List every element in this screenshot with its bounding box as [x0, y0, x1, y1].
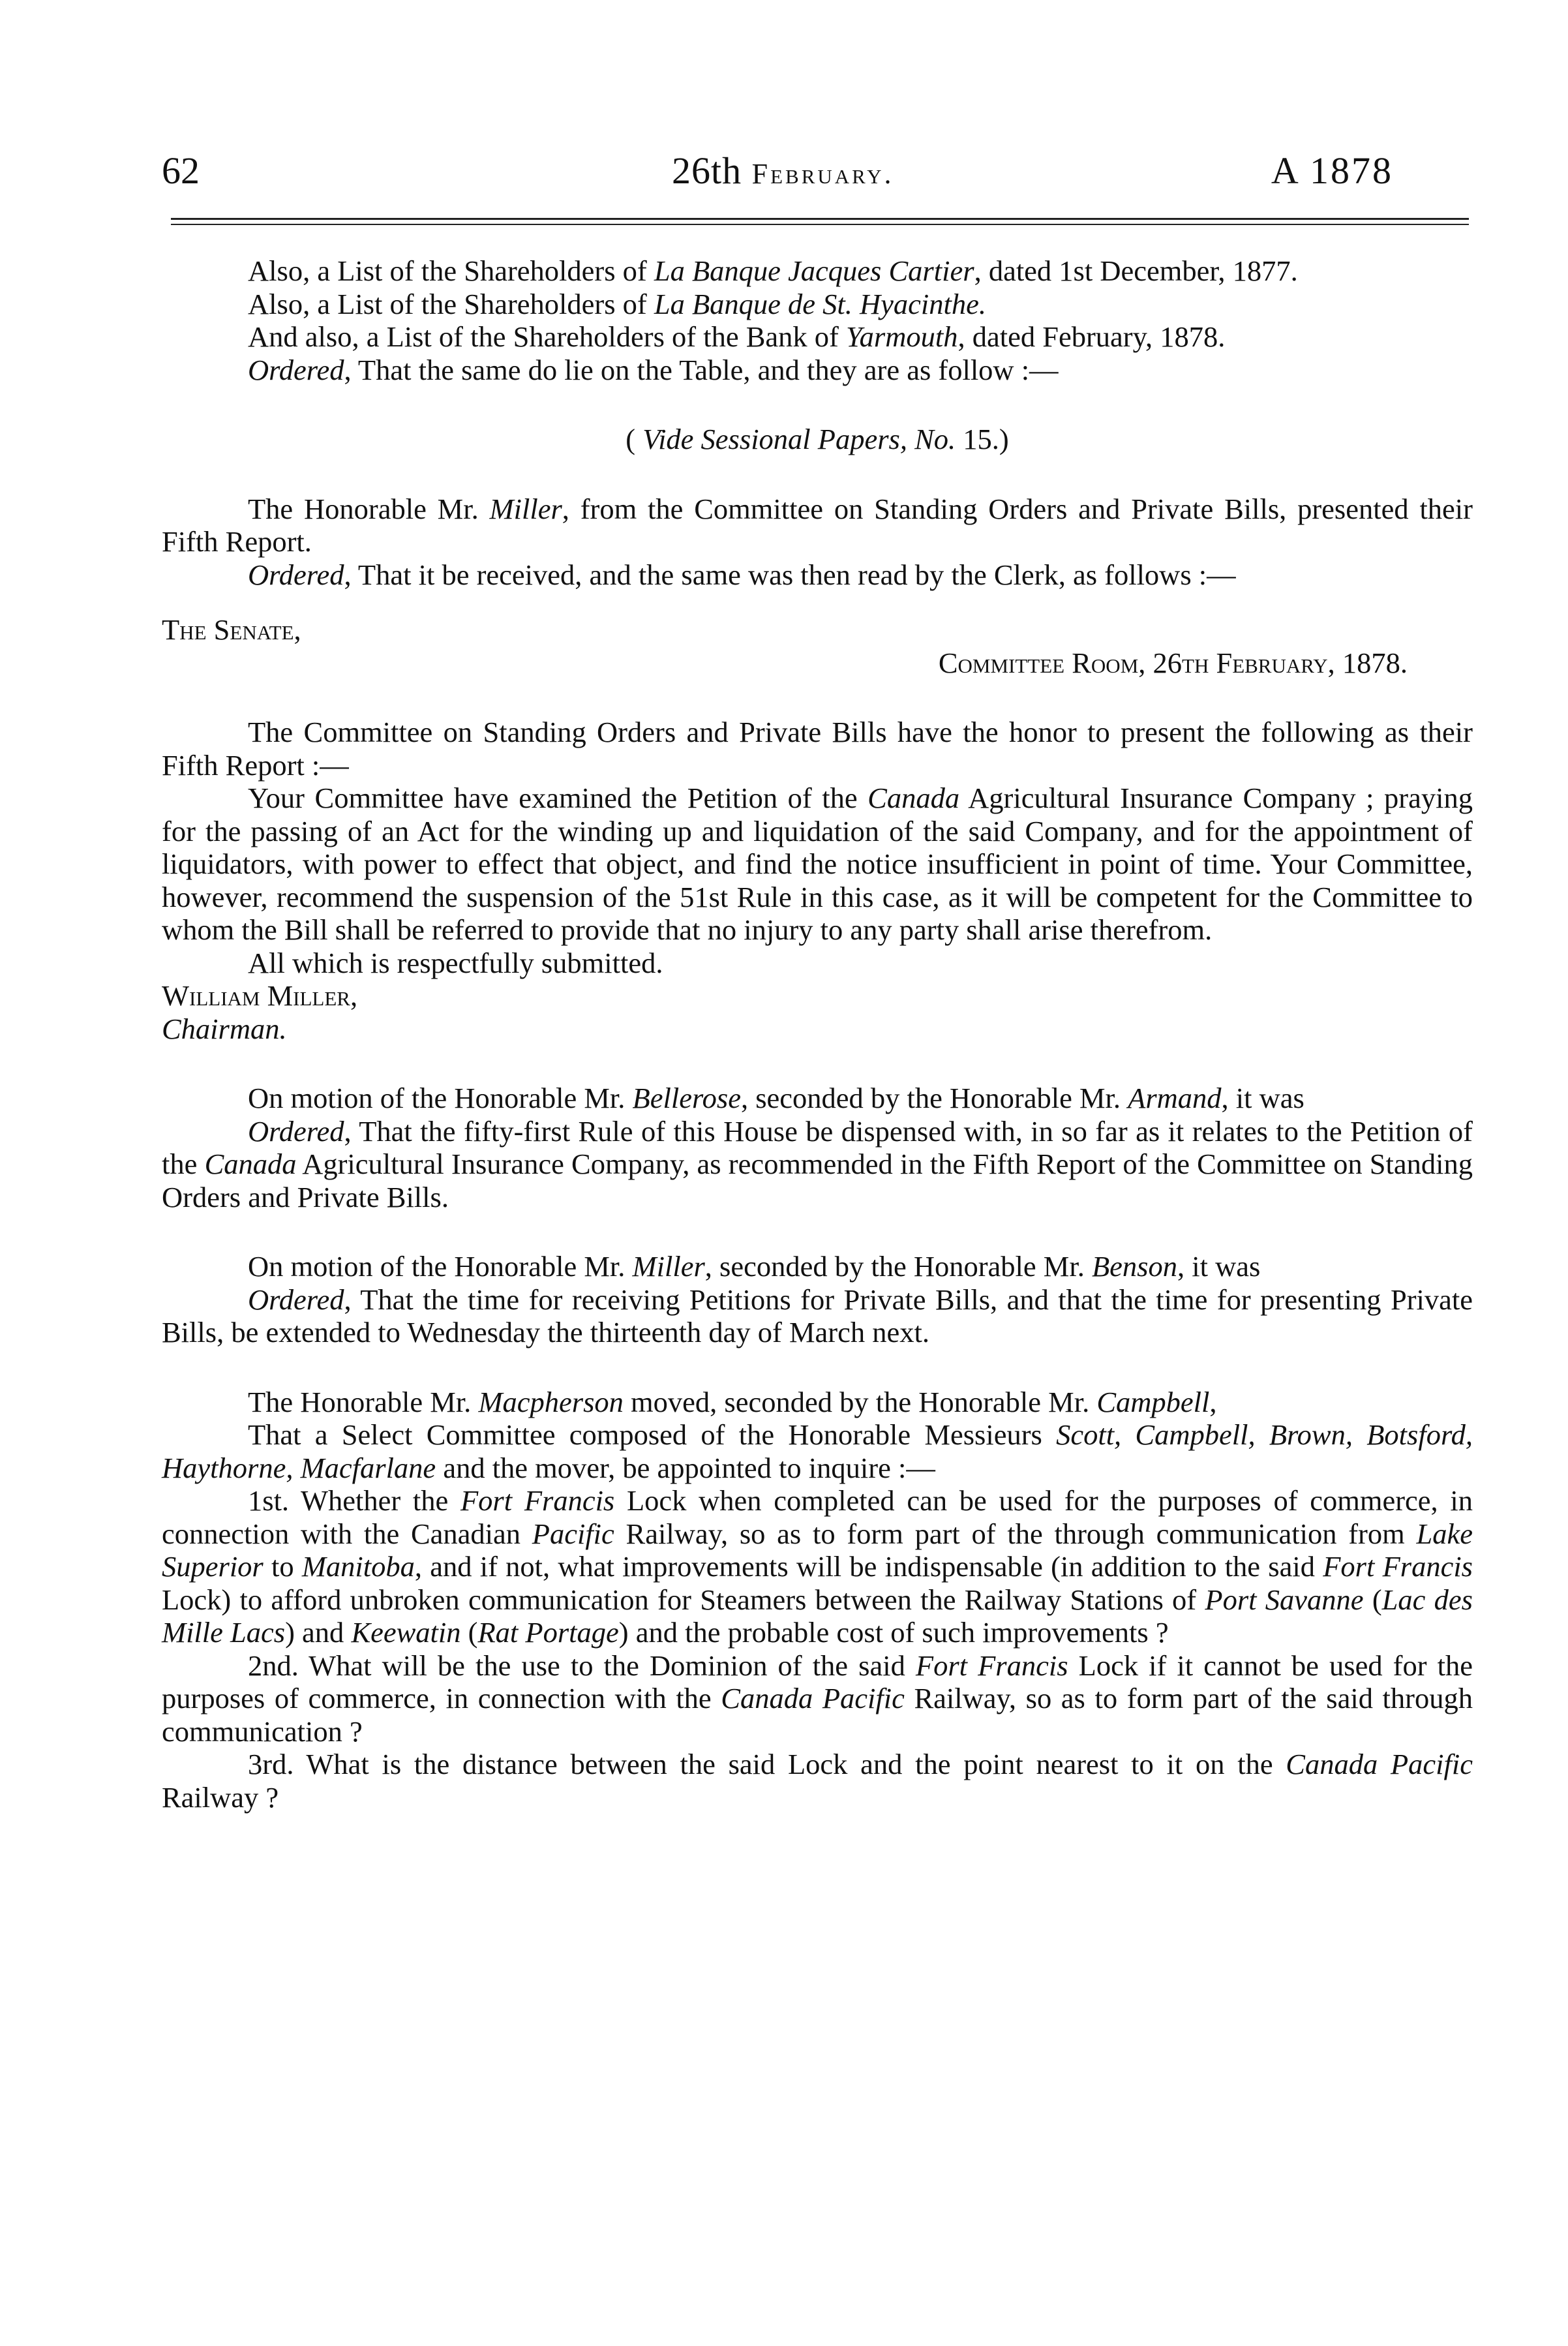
- text-run: (: [626, 423, 643, 455]
- text-run-italic: Rat Portage: [477, 1616, 619, 1649]
- text-run-italic: Pacific: [532, 1517, 614, 1550]
- paragraph-motion-miller: [162, 1250, 1473, 1283]
- text-run: Agricultural Insurance Company, as recommended in the Fifth Report of the Committee on Standing Orders and Private Bills.: [162, 1148, 1473, 1213]
- text-run: 3rd. What is the distance between the said Lock and the point nearest to it on the: [248, 1748, 1286, 1780]
- signature-name: William Miller,: [162, 979, 358, 1012]
- text-run: moved, seconded by the Honorable Mr.: [623, 1385, 1097, 1418]
- text-run: 15.): [956, 423, 1009, 455]
- text-run-italic: Fort Francis: [460, 1484, 615, 1517]
- text-run: That a Select Committee composed of the Honorable Messieurs: [248, 1418, 1057, 1451]
- text-run: (: [460, 1616, 478, 1649]
- header-year: A 1878: [1271, 149, 1393, 192]
- header-rule-bottom: [171, 224, 1469, 225]
- header-date-day: 26th: [672, 149, 742, 192]
- text-run: , That the fifty-first Rule of this House be dispensed with, in so far as it relates to the Petition of the: [162, 1114, 1473, 1180]
- text-run-italic: Bellerose: [632, 1082, 741, 1114]
- text-run: Your Committee have examined the Petition of the: [248, 782, 868, 814]
- paragraph-list-st-hyacinthe: [162, 288, 1473, 321]
- text-run: , it was: [1177, 1250, 1261, 1283]
- header-date: [672, 145, 894, 200]
- text-run: , seconded by the Honorable Mr.: [704, 1250, 1092, 1283]
- text-run-italic: Fort Francis: [1323, 1550, 1473, 1583]
- paragraph-inquiry-second: [162, 1649, 1473, 1748]
- senate-heading: The Senate,: [162, 613, 301, 646]
- paragraph-respectfully-submitted: All which is respectfully submitted.: [248, 946, 663, 979]
- text-run-italic: La Banque de St. Hyacinthe.: [654, 287, 987, 320]
- text-run: , dated February, 1878.: [957, 320, 1226, 353]
- text-run-italic: Armand: [1128, 1082, 1222, 1114]
- text-run: and the mover, be appointed to inquire :—: [436, 1451, 935, 1484]
- text-run: Railway ?: [162, 1780, 279, 1814]
- text-run: 2nd. What will be the use to the Dominion of the said: [248, 1649, 916, 1682]
- page-number: 62: [162, 149, 200, 192]
- text-run-italic: Campbell: [1096, 1385, 1210, 1418]
- text-run-italic: Macpherson: [478, 1385, 624, 1418]
- paragraph-list-yarmouth: [162, 320, 1473, 354]
- paragraph-motion-bellerose: [162, 1082, 1473, 1115]
- text-run-italic: Miller: [489, 492, 562, 525]
- text-run: , That the time for receiving Petitions for Private Bills, and that the time for presenting Private Bills, be extended to Wednesday the thirteenth day of March next.: [162, 1283, 1473, 1348]
- vide-sessional-papers: [162, 423, 1473, 456]
- text-run-italic: Ordered: [248, 1283, 344, 1316]
- text-run-italic: Fort Francis: [915, 1649, 1068, 1682]
- paragraph-ordered-rule-dispensed: [162, 1115, 1473, 1214]
- text-run: Lock if it cannot be used for the purposes of commerce, in connection with the: [162, 1649, 1473, 1714]
- paragraph-ordered-received: [162, 558, 1473, 592]
- text-run-italic: Ordered: [248, 558, 344, 591]
- text-run: , and if not, what improvements will be indispensable (in addition to the said: [414, 1550, 1323, 1583]
- text-run: Also, a List of the Shareholders of: [248, 287, 654, 320]
- page-header: [0, 145, 1568, 197]
- paragraph-ordered-lie-on-table: [162, 354, 1473, 387]
- text-run: to: [263, 1550, 302, 1583]
- text-run: (: [1363, 1583, 1382, 1616]
- text-run: , from the Committee on Standing Orders and Private Bills, presented their Fifth Report.: [162, 492, 1473, 558]
- paragraph-fifth-report-presented: [162, 493, 1473, 558]
- text-run: , dated 1st December, 1877.: [974, 254, 1298, 287]
- text-run-italic: Vide Sessional Papers, No.: [642, 423, 956, 455]
- header-date-month: February.: [751, 158, 894, 190]
- text-run: , it was: [1221, 1082, 1304, 1114]
- text-run: 1st. Whether the: [248, 1484, 460, 1517]
- text-run-italic: Ordered: [248, 353, 344, 386]
- text-run-italic: Canada Pacific: [721, 1682, 905, 1714]
- paragraph-report-intro: The Committee on Standing Orders and Private Bills have the honor to present the following as their Fifth Report :—: [162, 716, 1473, 782]
- paragraph-inquiry-first: [162, 1484, 1473, 1649]
- text-run: ) and: [285, 1616, 352, 1649]
- signature-role: Chairman.: [162, 1012, 287, 1045]
- text-run: On motion of the Honorable Mr.: [248, 1082, 633, 1114]
- paragraph-select-committee: [162, 1418, 1473, 1484]
- text-run: The Honorable Mr.: [248, 492, 490, 525]
- text-run: , That the same do lie on the Table, and they are as follow :—: [344, 353, 1059, 386]
- document-body: [162, 254, 1473, 1814]
- text-run: On motion of the Honorable Mr.: [248, 1250, 633, 1283]
- header-rule-top: [171, 218, 1469, 220]
- paragraph-motion-macpherson: [162, 1386, 1473, 1419]
- text-run-italic: Port Savanne: [1205, 1583, 1364, 1616]
- text-run-italic: Keewatin: [351, 1616, 461, 1649]
- text-run: Agricultural Insurance Company ; praying for the passing of an Act for the winding up and liquidation of the said Company, and for the appointment of liquidators, with power to effect that object, and find the notice insufficient in point of time. Your Committee, however, recommend the suspension of the 51st Rule in this case, as it will be competent for the Committee to whom the Bill shall be referred to provide that no injury to any party shall arise therefrom.: [162, 782, 1473, 946]
- paragraph-ordered-time-extended: [162, 1283, 1473, 1349]
- text-run: Railway, so as to form part of the through communication from: [614, 1517, 1417, 1550]
- text-run: And also, a List of the Shareholders of the Bank of: [248, 320, 846, 353]
- text-run-italic: La Banque Jacques Cartier: [654, 254, 974, 287]
- text-run: Railway, so as to form part of the said through communication ?: [162, 1682, 1473, 1748]
- text-run-italic: Scott, Campbell, Brown, Botsford, Haythorne, Macfarlane: [162, 1418, 1473, 1484]
- text-run-italic: Ordered: [248, 1114, 344, 1148]
- text-run-italic: Benson: [1091, 1250, 1177, 1283]
- text-run: The Honorable Mr.: [248, 1385, 479, 1418]
- text-run-italic: Manitoba: [301, 1550, 415, 1583]
- paragraph-inquiry-third: [162, 1748, 1473, 1814]
- text-run: , seconded by the Honorable Mr.: [740, 1082, 1128, 1114]
- text-run-italic: Canada: [204, 1148, 297, 1180]
- text-run: Also, a List of the Shareholders of: [248, 254, 654, 287]
- text-run-italic: Lac des Mille Lacs: [162, 1583, 1473, 1649]
- text-run: ) and the probable cost of such improvements ?: [618, 1616, 1169, 1649]
- text-run: , That it be received, and the same was then read by the Clerk, as follows :—: [344, 558, 1236, 591]
- text-run-italic: Lake Superior: [162, 1517, 1473, 1583]
- text-run-italic: Canada: [867, 782, 960, 814]
- committee-room-line: [162, 647, 1473, 680]
- paragraph-report-body: [162, 782, 1473, 947]
- text-run: Lock) to afford unbroken communication for Steamers between the Railway Stations of: [162, 1583, 1205, 1616]
- text-run: ,: [1209, 1385, 1217, 1418]
- paragraph-list-jacques-cartier: [162, 254, 1473, 288]
- text-run: Lock when completed can be used for the purposes of commerce, in connection with the Canadian: [162, 1484, 1473, 1550]
- text-run-italic: Canada Pacific: [1286, 1748, 1473, 1780]
- text-run: Committee Room, 26th February, 1878.: [938, 646, 1408, 679]
- text-run-italic: Yarmouth: [846, 320, 958, 353]
- text-run-italic: Miller: [632, 1250, 705, 1283]
